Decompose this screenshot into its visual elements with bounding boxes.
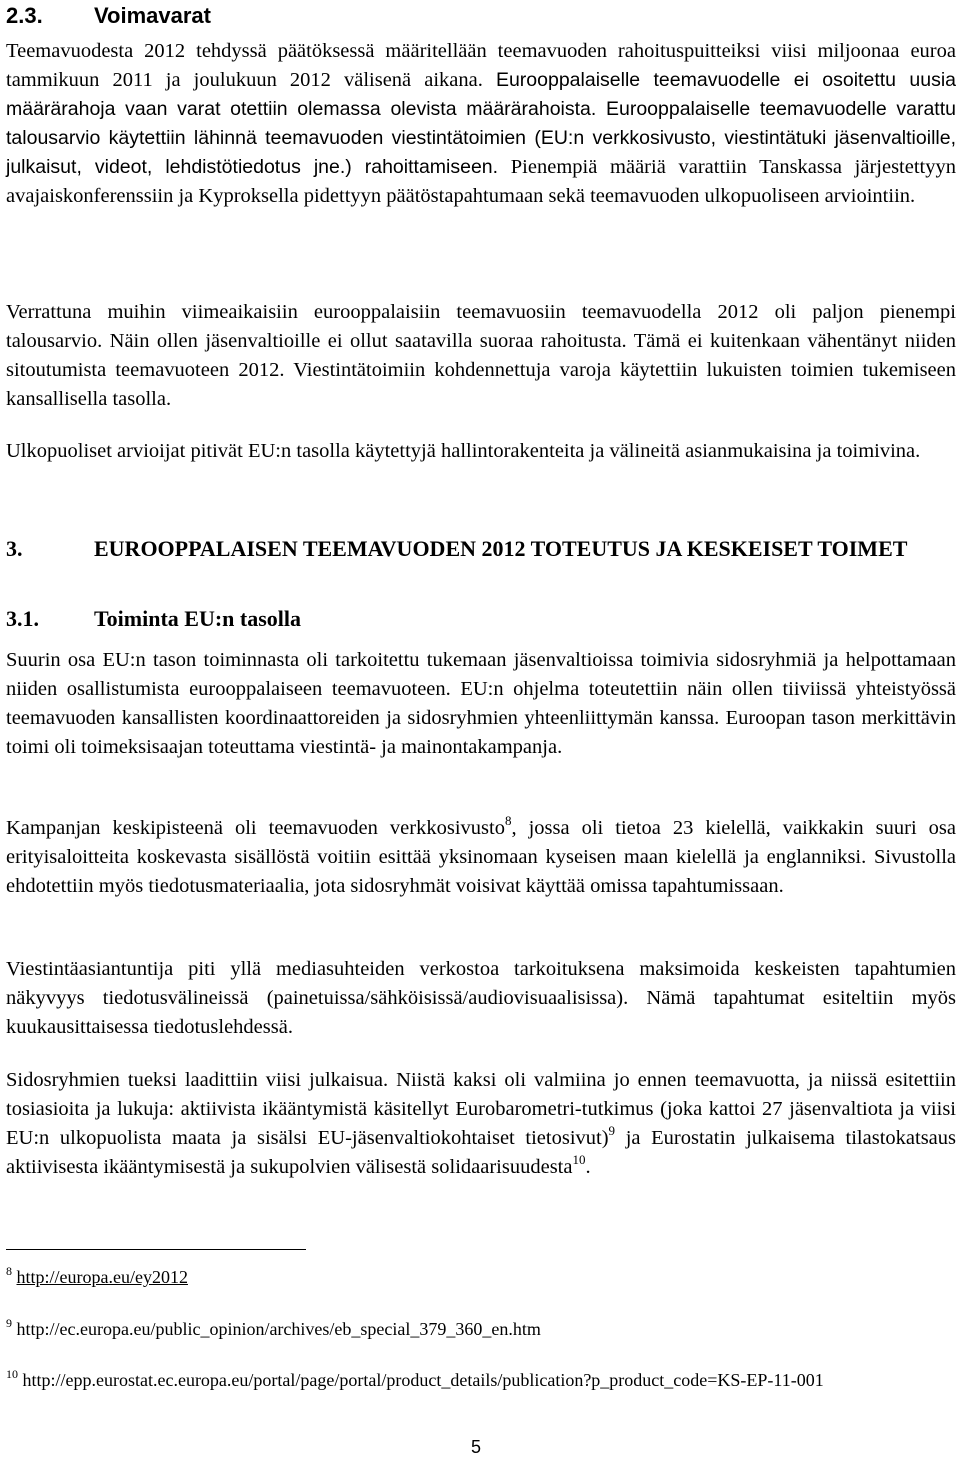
page-number: 5 (471, 1437, 482, 1457)
section-title: EUROOPPALAISEN TEEMAVUODEN 2012 TOTEUTUS JA KESKEISET TOIMET (94, 536, 908, 561)
paragraph-publications (6, 1066, 956, 1182)
paragraph-text: Eurooppalaiselle teemavuodelle ei osoitettu uusia määrärahoja vaan varat otettiin olemassa olevista määrärahoista. Eurooppalaiselle teemavuodelle varattu talousarvio käytettiin lähinnä teemavuoden viestintätoimien (EU:n verkkosivusto, viestintätuki jäsenvaltioille, julkaisut, videot, lehdistötiedotus jne.) rahoittamiseen. (6, 69, 956, 178)
footnote-ref-8[interactable]: 8 (504, 813, 512, 828)
footnote-number: 10 (6, 1367, 18, 1381)
footnote-link[interactable]: http://europa.eu/ey2012 (16, 1267, 188, 1287)
paragraph-text: Sidosryhmien tueksi laadittiin viisi julkaisua. Niistä kaksi oli valmiina jo ennen teemavuotta, ja niissä esitettiin tosiasioita ja lukuja: aktiivista ikääntymistä käsitellyt Eurobarometri-tutkimus (joka kattoi 27 jäsenvaltiota ja viisi EU:n ulkopuolista maata ja sisälsi EU-jäsenvaltiokohtaiset tietosivut) (6, 1069, 956, 1149)
section-heading-3 (6, 534, 956, 563)
footnote-ref-9[interactable]: 9 (608, 1123, 616, 1138)
footnote-number: 9 (6, 1316, 12, 1330)
footnote-8 (6, 1264, 956, 1290)
footnote-9 (6, 1316, 956, 1342)
paragraph-text: , jossa oli tietoa 23 kielellä, vaikkakin suuri osa erityisaloitteita koskevasta sisällöstä voitiin esittää yksinomaan kyseisen maan kielellä ja englanniksi. Sivustolla ehdotettiin myös tiedotusmateriaalia, jota sidosryhmät voisivat käyttää omissa tapahtumissaan. (6, 817, 956, 897)
paragraph-text: Kampanjan keskipisteenä oli teemavuoden verkkosivusto (6, 817, 505, 839)
paragraph-text: Pienempiä määriä varattiin Tanskassa järjestettyyn avajaiskonferenssiin ja Kyproksella pidettyyn päätöstapahtumaan sekä teemavuoden ulkopuoliseen arviointiin. (6, 156, 956, 207)
section-title: Voimavarat (94, 3, 211, 28)
paragraph-budget-comparison: Verrattuna muihin viimeaikaisiin eurooppalaisiin teemavuosiin teemavuodella 2012 oli paljon pienempi talousarvio. Näin ollen jäsenvaltioille ei ollut saatavilla suoraa rahoitusta. Tämä ei kuitenkaan vähentänyt niiden sitoutumista teemavuoteen 2012. Viestintätoimiin kohdennettuja varoja käytettiin lukuisten toimien tukemiseen kansallisella tasolla. (6, 301, 956, 410)
section-number: 3. (6, 536, 23, 561)
section-number: 3.1. (6, 606, 39, 631)
paragraph-text: . (585, 1156, 591, 1178)
section-title: Toiminta EU:n tasolla (94, 606, 302, 631)
section-number: 2.3. (6, 3, 43, 28)
paragraph-resources (6, 37, 956, 211)
footnote-link[interactable]: http://ec.europa.eu/public_opinion/archives/eb_special_379_360_en.htm (16, 1319, 541, 1339)
footnote-divider (6, 1249, 306, 1250)
paragraph-campaign (6, 814, 956, 901)
footnote-number: 8 (6, 1264, 12, 1278)
paragraph-text: Teemavuodesta 2012 tehdyssä päätöksessä määritellään teemavuoden rahoituspuitteiksi viisi miljoonaa euroa tammikuun 2011 ja joulukuun 2012 välisenä aikana. (6, 40, 956, 91)
paragraph-text: ja Eurostatin julkaisema tilastokatsaus aktiivisesta ikääntymisestä ja sukupolvien välisestä solidaarisuudesta (6, 1127, 956, 1178)
paragraph-evaluators: Ulkopuoliset arvioijat pitivät EU:n tasolla käytettyjä hallintorakenteita ja välineitä asianmukaisina ja toimivina. (6, 440, 921, 462)
section-heading-2-3 (6, 3, 211, 29)
section-heading-3-1 (6, 606, 301, 632)
paragraph-media: Viestintäasiantuntija piti yllä mediasuhteiden verkostoa tarkoituksena maksimoida keskeisten tapahtumien näkyvyys tiedotusvälineissä (painetuissa/sähköisissä/audiovisuaalisissa). Nämä tapahtumat esiteltiin myös kuukausittaisessa tiedotuslehdessä. (6, 958, 956, 1038)
footnote-10 (6, 1367, 956, 1393)
footnote-ref-10[interactable]: 10 (572, 1152, 586, 1167)
footnote-link[interactable]: http://epp.eurostat.ec.europa.eu/portal/page/portal/product_details/publication?p_product_code=KS-EP-11-001 (22, 1370, 824, 1390)
paragraph-eu-level: Suurin osa EU:n tason toiminnasta oli tarkoitettu tukemaan jäsenvaltioissa toimivia sidosryhmiä ja helpottamaan niiden osallistumista eurooppalaiseen teemavuoteen. EU:n ohjelma toteutettiin näin ollen tiiviissä yhteistyössä teemavuoden kansallisten koordinaattoreiden ja sidosryhmien yhteenliittymän kanssa. Euroopan tason merkittävin toimi oli toimeksisaajan toteuttama viestintä- ja mainontakampanja. (6, 649, 956, 758)
